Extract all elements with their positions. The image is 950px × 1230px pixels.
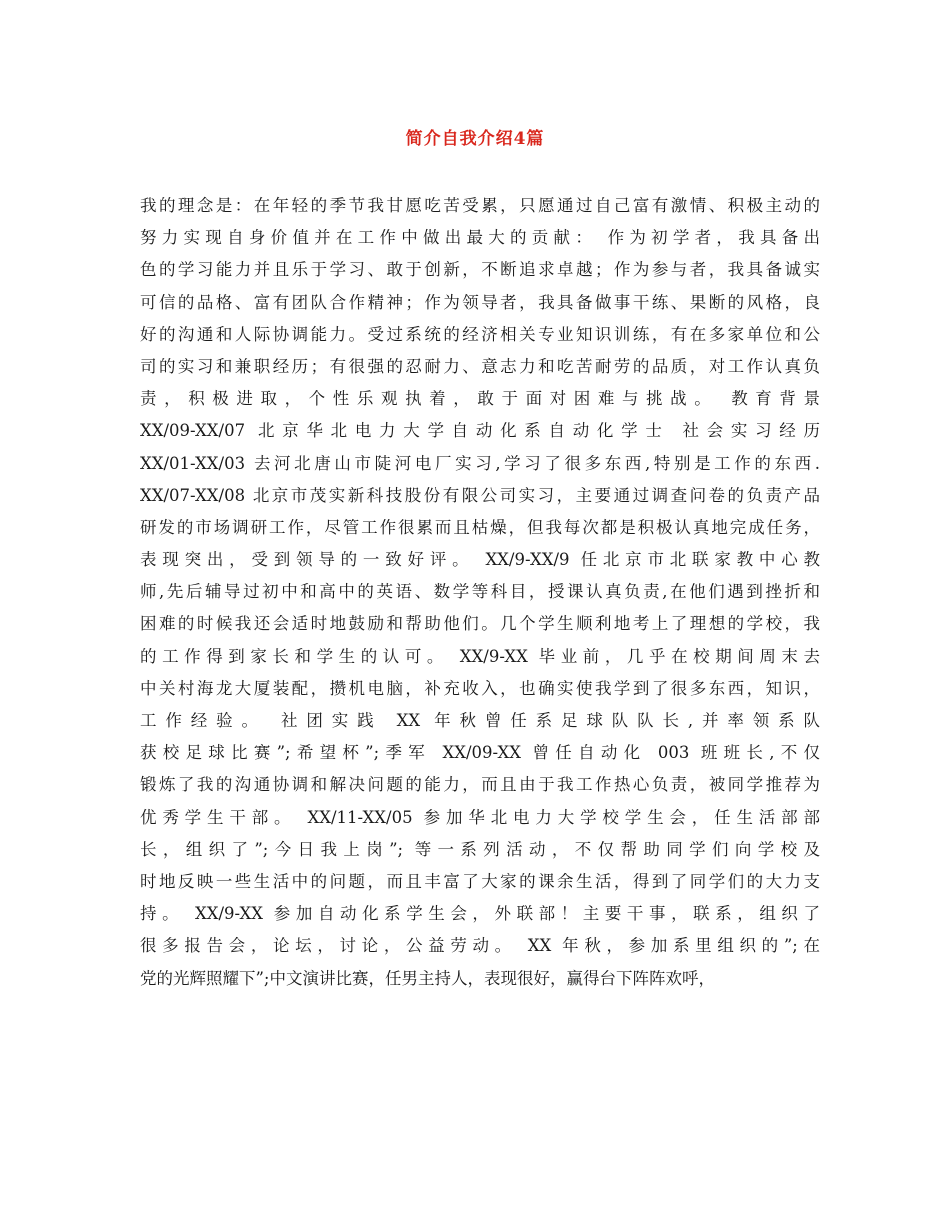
text-line: 优秀学生干部。 XX/11-XX/05 参加华北电力大学校学生会，任生活部部 <box>140 807 820 827</box>
text-line: 研发的市场调研工作，尽管工作很累而且枯燥，但我每次都是积极认真地完成任务， <box>140 517 820 537</box>
text-line: 时地反映一些生活中的问题，而且丰富了大家的课余生活，得到了同学们的大力支 <box>140 871 820 891</box>
text-line: 长，组织了”;今日我上岗”; 等一系列活动，不仅帮助同学们向学校及 <box>140 839 820 859</box>
text-line: 可信的品格、富有团队合作精神；作为领导者，我具备做事干练、果断的风格，良 <box>140 292 820 312</box>
document-body <box>140 190 820 995</box>
document-title: 简介自我介绍4篇 <box>405 129 545 149</box>
text-line: 的工作得到家长和学生的认可。 XX/9-XX 毕业前，几乎在校期间周末去 <box>140 646 820 666</box>
text-line: 努力实现自身价值并在工作中做出最大的贡献： 作为初学者，我具备出 <box>140 228 820 248</box>
text-line: 责，积极进取，个性乐观执着，敢于面对困难与挑战。 教育背景 <box>140 389 820 409</box>
text-line: XX/09-XX/07 北京华北电力大学自动化系自动化学士 社会实习经历 <box>140 421 820 441</box>
text-line: 中关村海龙大厦装配，攒机电脑，补充收入，也确实使我学到了很多东西，知识， <box>140 678 820 698</box>
text-line: 党的光辉照耀下”;中文演讲比赛，任男主持人，表现很好，赢得台下阵阵欢呼， <box>140 968 715 988</box>
text-line: 持。 XX/9-XX 参加自动化系学生会，外联部！主要干事，联系，组织了 <box>140 904 820 924</box>
text-line: 师,先后辅导过初中和高中的英语、数学等科目，授课认真负责,在他们遇到挫折和 <box>140 582 820 602</box>
text-line: 我的理念是：在年轻的季节我甘愿吃苦受累，只愿通过自己富有激情、积极主动的 <box>140 196 820 215</box>
text-line: 好的沟通和人际协调能力。受过系统的经济相关专业知识训练，有在多家单位和公 <box>140 324 820 344</box>
text-line: 获校足球比赛”;希望杯”;季军 XX/09-XX 曾任自动化 003 班班长,不仅 <box>140 743 820 763</box>
text-line: 色的学习能力并且乐于学习、敢于创新，不断追求卓越；作为参与者，我具备诚实 <box>140 260 820 280</box>
text-line: 司的实习和兼职经历；有很强的忍耐力、意志力和吃苦耐劳的品质，对工作认真负 <box>140 356 820 376</box>
text-line: 困难的时候我还会适时地鼓励和帮助他们。几个学生顺利地考上了理想的学校，我 <box>140 614 820 634</box>
text-line: 工作经验。 社团实践 XX 年秋曾任系足球队队长,并率领系队 <box>140 711 820 730</box>
text-line: 表现突出，受到领导的一致好评。 XX/9-XX/9 任北京市北联家教中心教 <box>140 550 820 570</box>
text-line: 锻炼了我的沟通协调和解决问题的能力，而且由于我工作热心负责，被同学推荐为 <box>140 775 820 795</box>
text-line: XX/07-XX/08 北京市茂实新科技股份有限公司实习，主要通过调查问卷的负责产品 <box>140 485 820 505</box>
text-line: 很多报告会，论坛，讨论，公益劳动。 XX 年秋，参加系里组织的”;在 <box>140 936 820 956</box>
text-line: XX/01-XX/03 去河北唐山市陡河电厂实习,学习了很多东西,特别是工作的东西. <box>140 453 820 473</box>
